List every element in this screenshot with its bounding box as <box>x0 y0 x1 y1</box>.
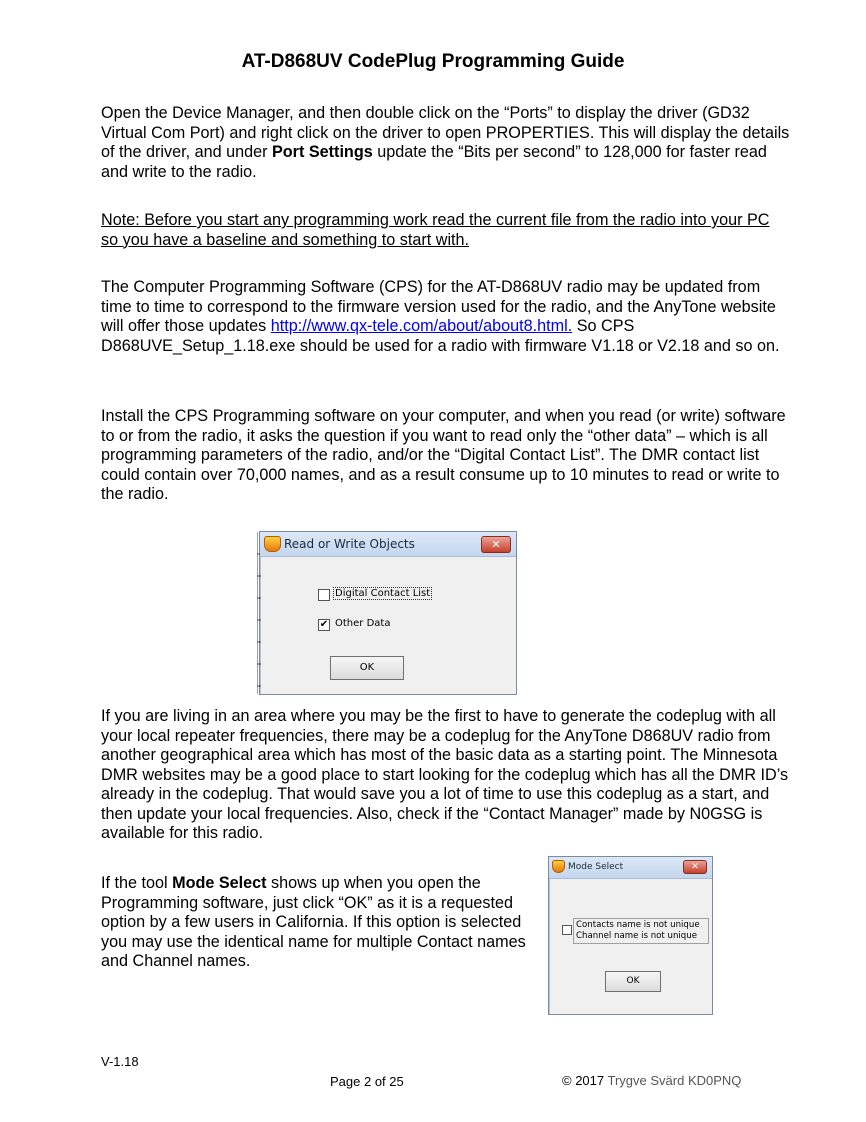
p6-bold: Mode Select <box>172 874 267 892</box>
app-icon <box>552 860 565 873</box>
footer-version: V-1.18 <box>101 1054 139 1069</box>
anytone-link[interactable]: http://www.qx-tele.com/about/about8.html. <box>270 317 573 335</box>
label-other-data: Other Data <box>335 618 391 629</box>
label-channel-not-unique: Channel name is not unique <box>576 931 697 941</box>
p1-bold: Port Settings <box>271 143 373 161</box>
p6-text-a: If the tool <box>101 874 173 892</box>
p3-text-a: The Computer Programming Software (CPS) for the AT-D868UV radio may be updated from time to time to correspond to the firmware version used for the radio, and the AnyTone website will offer those updates <box>101 278 776 335</box>
paragraph-existing-codeplug: If you are living in an area where you may be the first to have to generate the codeplug with all your local repeater frequencies, there may be a codeplug for the AnyTone D868UV radio from another geographical area which has most of the basic data as a starting point. The Minnesota DMR websites may be a good place to start looking for the codeplug which has all the DMR ID’s already in the codeplug. That would save you a lot of time to use this codeplug as a start, and then update your local frequencies. Also, check if the “Contact Manager” made by N0GSG is available for this radio. <box>101 707 789 842</box>
close-button[interactable]: ✕ <box>481 536 511 553</box>
paragraph-cps-updates <box>101 278 791 356</box>
footer-page-number: Page 2 of 25 <box>330 1074 404 1089</box>
checkbox-digital-contact-list[interactable] <box>318 589 330 601</box>
p1-text-a: Open the Device Manager, and then double click on the “Ports” to display the driver (GD32 Virtual Com Port) and right click on the driver to open PROPERTIES. This will display the details of the driver, and under <box>101 104 790 161</box>
dialog-titlebar <box>549 857 712 879</box>
dialog-titlebar <box>260 532 516 557</box>
ok-button[interactable]: OK <box>605 971 661 992</box>
ok-button[interactable]: OK <box>330 656 404 680</box>
copyright-year: © 2017 <box>562 1073 605 1088</box>
checkbox-other-data[interactable]: ✔ <box>319 619 329 630</box>
p6-text-b: shows up when you open the Programming software, just click “OK” as it is a requested option by a few users in California. If this option is selected you may use the identical name for multiple Contact names and Channel names. <box>101 874 526 970</box>
author-name: Trygve Svärd KD0PNQ <box>607 1073 742 1088</box>
paragraph-install-cps: Install the CPS Programming software on your computer, and when you read (or write) software to or from the radio, it asks the question if you want to read only the “other data” – which is all programming parameters of the radio, and/or the “Digital Contact List”. The DMR contact list could contain over 70,000 names, and as a result consume up to 10 minutes to read or write to the radio. <box>101 407 786 503</box>
document-title: AT-D868UV CodePlug Programming Guide <box>241 51 625 72</box>
p3-text-b: So CPS D868UVE_Setup_1.18.exe should be used for a radio with firmware V1.18 or V2.18 and so on. <box>101 317 780 355</box>
close-button[interactable]: ✕ <box>683 860 707 874</box>
paragraph-device-manager <box>101 104 791 182</box>
app-icon <box>264 536 281 552</box>
read-write-objects-dialog <box>259 531 517 695</box>
dialog-title: Mode Select <box>568 862 624 872</box>
note-baseline: Note: Before you start any programming work read the current file from the radio into your PC so you have a baseline and something to start with. <box>101 211 770 249</box>
mode-select-dialog <box>548 856 713 1015</box>
checkbox-not-unique[interactable] <box>562 925 572 935</box>
label-digital-contact-list: Digital Contact List <box>335 588 431 599</box>
dialog-title: Read or Write Objects <box>284 537 415 551</box>
footer-copyright <box>562 1073 741 1088</box>
option-not-unique <box>573 918 709 944</box>
p1-text-b: update the “Bits per second” to 128,000 for faster read and write to the radio. <box>101 143 767 181</box>
paragraph-mode-select <box>101 874 541 972</box>
label-contacts-not-unique: Contacts name is not unique <box>576 920 700 930</box>
